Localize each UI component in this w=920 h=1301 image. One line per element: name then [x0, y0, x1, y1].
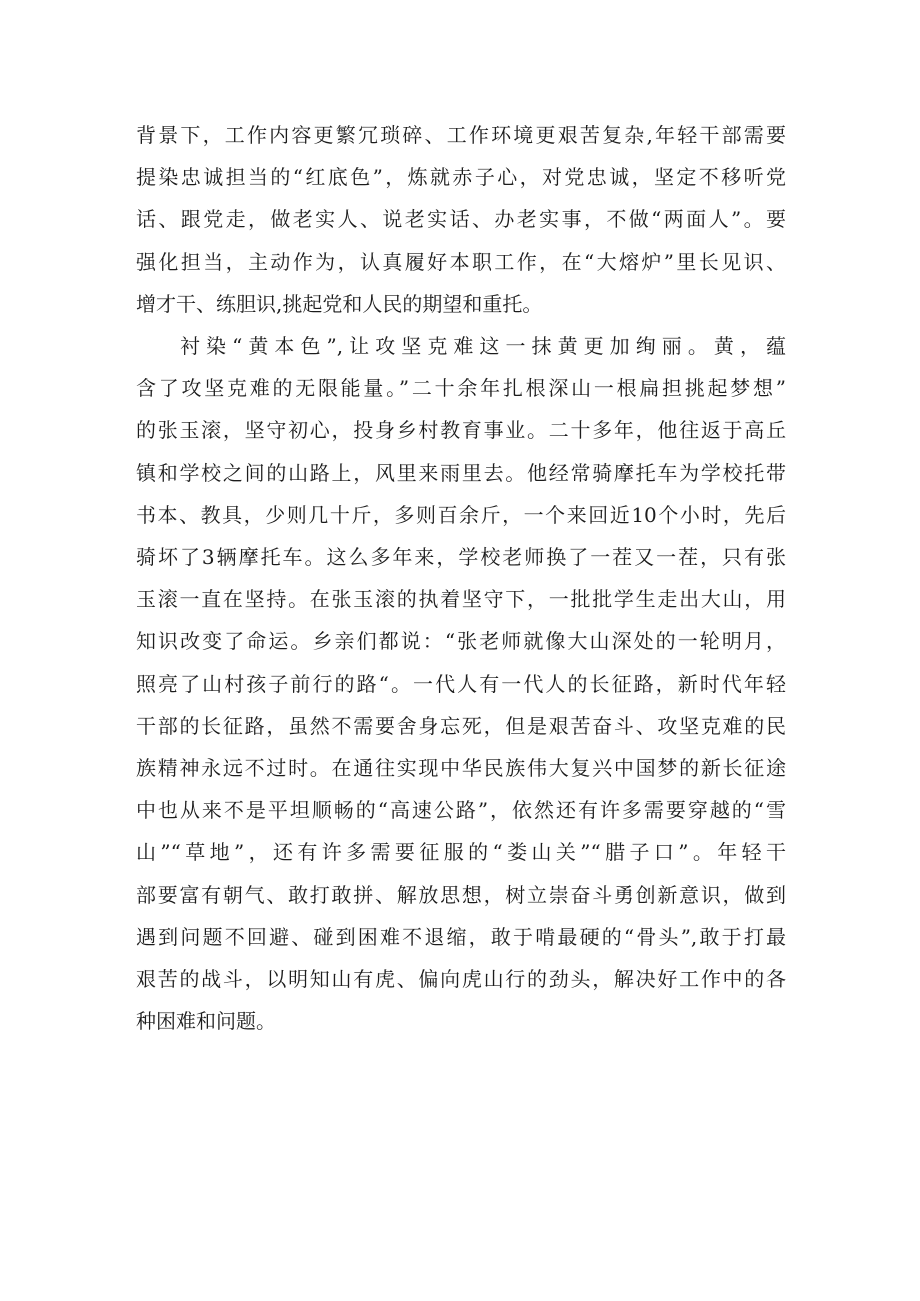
text-line: 中也从来不是平坦顺畅的“高速公路”，依然还有许多需要穿越的“雪 [136, 798, 786, 823]
body-text [136, 114, 786, 1042]
text-line: 族精神永远不过时。在通往实现中华民族伟大复兴中国梦的新长征途 [136, 756, 786, 781]
text-line: 种困难和问题。 [136, 1009, 276, 1034]
text-line: 艰苦的战斗，以明知山有虎、偏向虎山行的劲头，解决好工作中的各 [136, 967, 786, 992]
text-line: 含了攻坚克难的无限能量。”二十余年扎根深山一根扁担挑起梦想” [136, 376, 786, 401]
text-line: 山”“草地”，还有许多需要征服的“娄山关”“腊子口”。年轻干 [136, 840, 786, 865]
text-line: 干部的长征路，虽然不需要舍身忘死，但是艰苦奋斗、攻坚克难的民 [136, 713, 786, 738]
text-line: 背景下，工作内容更繁冗琐碎、工作环境更艰苦复杂,年轻干部需要 [136, 123, 786, 147]
text-line: 书本、教具，少则几十斤，多则百余斤，一个来回近10个小时，先后 [136, 502, 786, 527]
text-line: 的张玉滚，坚守初心，投身乡村教育事业。二十多年，他往返于高丘 [136, 418, 786, 443]
text-line: 照亮了山村孩子前行的路“。一代人有一代人的长征路，新时代年轻 [136, 671, 786, 696]
text-line: 知识改变了命运。乡亲们都说：“张老师就像大山深处的一轮明月， [136, 629, 786, 654]
text-line: 骑坏了3辆摩托车。这么多年来，学校老师换了一茬又一茬，只有张 [136, 545, 786, 570]
text-line: 话、跟党走，做老实人、说老实话、办老实事，不做“两面人”。要 [136, 207, 786, 232]
paragraph-1 [136, 114, 786, 325]
text-line: 提染忠诚担当的“红底色”，炼就赤子心，对党忠诚，坚定不移听党 [136, 165, 786, 190]
paragraph-2 [136, 325, 786, 1042]
text-line: 增才干、练胆识,挑起党和人民的期望和重托。 [136, 291, 543, 316]
text-line: 强化担当，主动作为，认真履好本职工作，在“大熔炉”里长见识、 [136, 249, 786, 274]
text-line: 玉滚一直在坚持。在张玉滚的执着坚守下，一批批学生走出大山，用 [136, 587, 786, 612]
text-line: 镇和学校之间的山路上，风里来雨里去。他经常骑摩托车为学校托带 [136, 460, 786, 485]
text-line: 遇到问题不回避、碰到困难不退缩，敢于啃最硬的“骨头”,敢于打最 [136, 924, 786, 949]
text-line: 部要富有朝气、敢打敢拼、解放思想，树立崇奋斗勇创新意识，做到 [136, 882, 786, 907]
text-line: 衬染“黄本色”,让攻坚克难这一抹黄更加绚丽。黄，蕴 [180, 334, 786, 359]
